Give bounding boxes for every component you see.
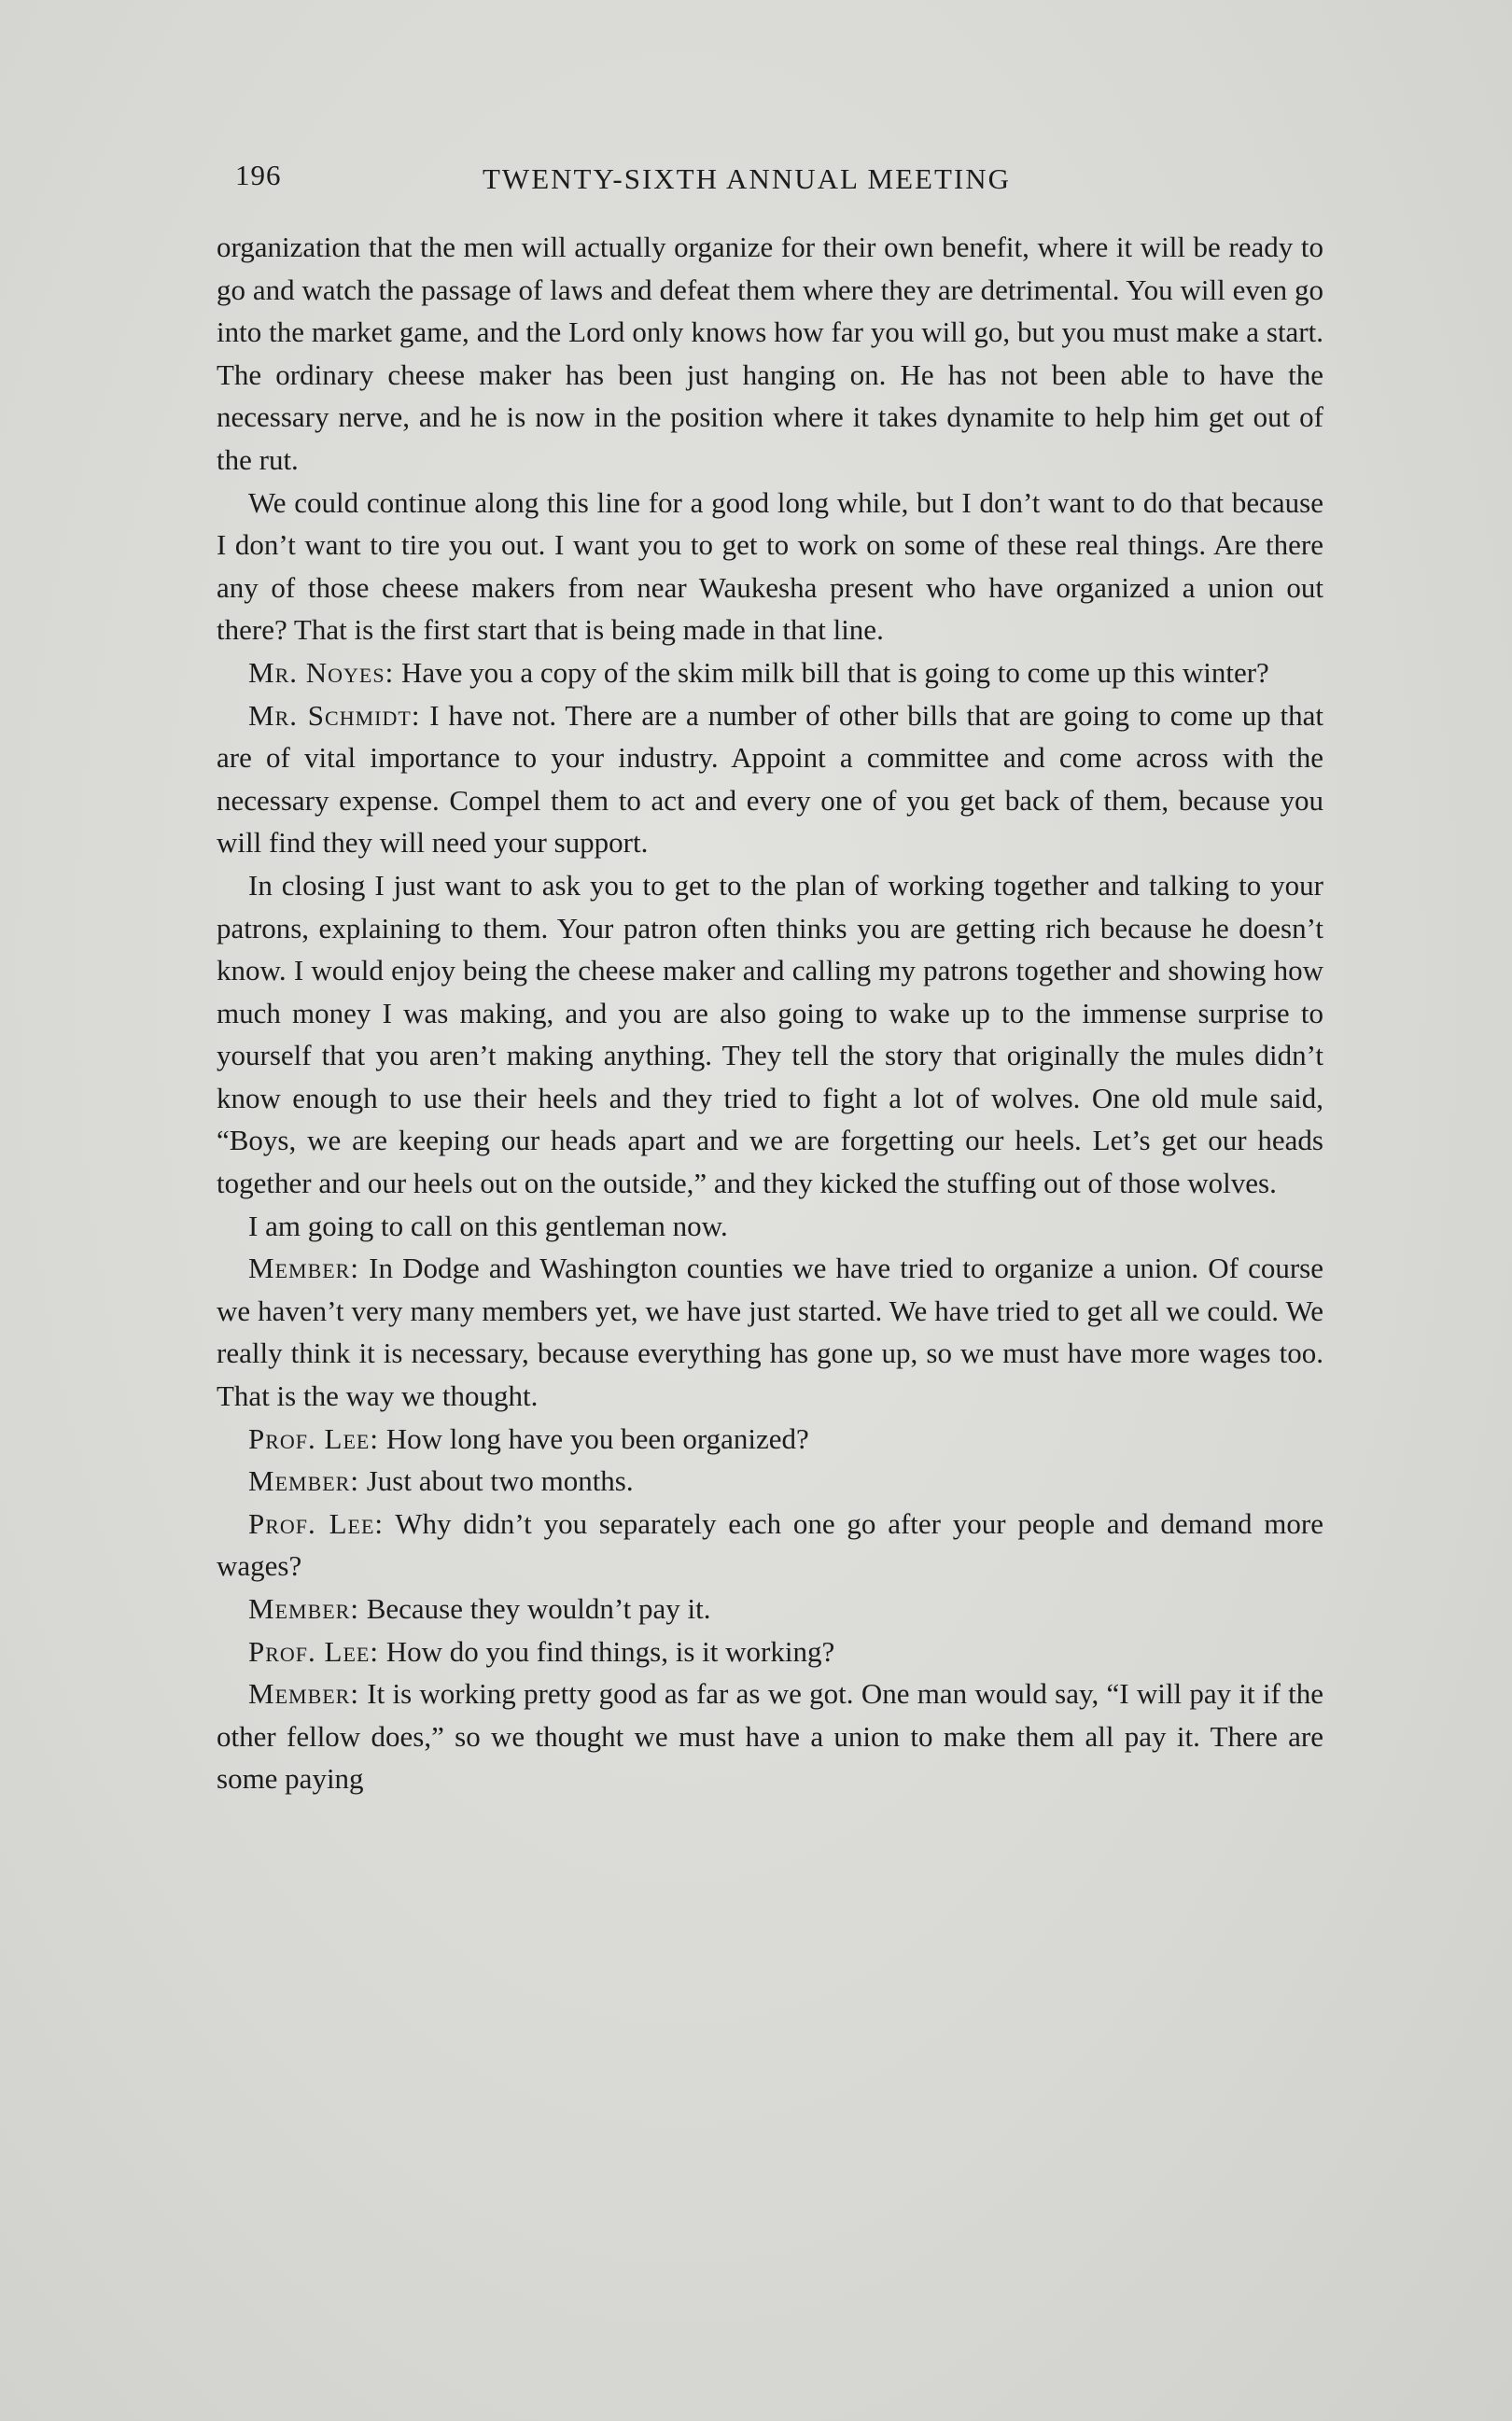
paragraph xyxy=(217,1460,1323,1503)
speaker-label: Prof. Lee: xyxy=(248,1634,379,1668)
paragraph xyxy=(217,1247,1323,1417)
paragraph-text: How long have you been organized? xyxy=(385,1421,809,1455)
paragraph-text: It is working pretty good as far as we got. One man would say, “I will pay it if the other fellow does,” so we thought we must have a union to make them all pay it. There are some paying xyxy=(217,1677,1323,1796)
paragraph xyxy=(217,864,1323,1205)
running-head: TWENTY-SIXTH ANNUAL MEETING xyxy=(483,162,1011,195)
speaker-label: Member: xyxy=(248,1592,359,1625)
body-text xyxy=(217,226,1323,1800)
page-header xyxy=(235,159,1103,205)
paragraph xyxy=(217,1418,1323,1461)
paragraph xyxy=(217,1588,1323,1630)
paragraph-text: In closing I just want to ask you to get to the plan of working together and talking to your patrons, explaining to them. Your patron often thinks you are getting rich because he doesn’t know. I would enjoy being the cheese maker and calling my patrons together and showing how much money I was making, and you are also going to wake up to the immense surprise to yourself that you aren’t making anything. They tell the story that originally the mules didn’t know enough to use their heels and they tried to fight a lot of wolves. One old mule said, “Boys, we are keeping our heads apart and we are forgetting our heels. Let’s get our heads together and our heels out on the outside,” and they kicked the stuffing out of those wolves. xyxy=(217,868,1323,1200)
paragraph-text: Just about two months. xyxy=(366,1464,634,1498)
paragraph xyxy=(217,1672,1323,1800)
paragraph xyxy=(217,226,1323,482)
paragraph xyxy=(217,482,1323,651)
paragraph-text: I am going to call on this gentleman now. xyxy=(248,1209,728,1242)
paragraph-text: In Dodge and Washington counties we have tried to organize a union. Of course we haven’t very many members yet, we have just started. We have tried to get all we could. We really think it is necessary, because everything has gone up, so we must have more wages too. That is the way we thought. xyxy=(217,1252,1324,1413)
page-number: 196 xyxy=(235,159,282,191)
speaker-label: Member: xyxy=(248,1677,359,1711)
speaker-label: Prof. Lee: xyxy=(248,1421,379,1455)
paragraph xyxy=(217,1205,1323,1248)
paragraph-text: I have not. There are a number of other bills that are going to come up that are of vital importance to your industry. Appoint a committee and come across with the necessary expense. Compel them to act and every one of you get back of them, because you will find they will need your support. xyxy=(217,698,1324,860)
paragraph xyxy=(217,651,1323,694)
speaker-label: Prof. Lee: xyxy=(248,1506,385,1540)
paragraph-text: Have you a copy of the skim milk bill that is going to come up this winter? xyxy=(400,655,1269,689)
paragraph-text: organization that the men will actually organize for their own benefit, where it will be ready to go and watch the passage of laws and defeat them where they are detrimental. You will even go into the market game, and the Lord only knows how far you will go, but you must make a start. The ordinary cheese maker has been just hanging on. He has not been able to have the necessary nerve, and he is now in the position where it takes dynamite to help him get out of the rut. xyxy=(217,231,1323,476)
speaker-label: Member: xyxy=(248,1252,359,1285)
paragraph-text: Why didn’t you separately each one go after your people and demand more wages? xyxy=(217,1506,1323,1583)
paragraph xyxy=(217,1503,1323,1588)
paragraph xyxy=(217,694,1323,864)
paragraph xyxy=(217,1630,1323,1673)
paragraph-text: How do you find things, is it working? xyxy=(385,1634,835,1668)
speaker-label: Mr. Noyes: xyxy=(248,655,395,689)
paragraph-text: We could continue along this line for a good long while, but I don’t want to do that because I don’t want to tire you out. I want you to get to work on some of these real things. Are there any of those cheese makers from near Waukesha present who have organized a union out there? That is the first start that is being made in that line. xyxy=(217,485,1323,647)
speaker-label: Mr. Schmidt: xyxy=(248,698,421,732)
speaker-label: Member: xyxy=(248,1464,359,1498)
paragraph-text: Because they wouldn’t pay it. xyxy=(366,1592,711,1625)
